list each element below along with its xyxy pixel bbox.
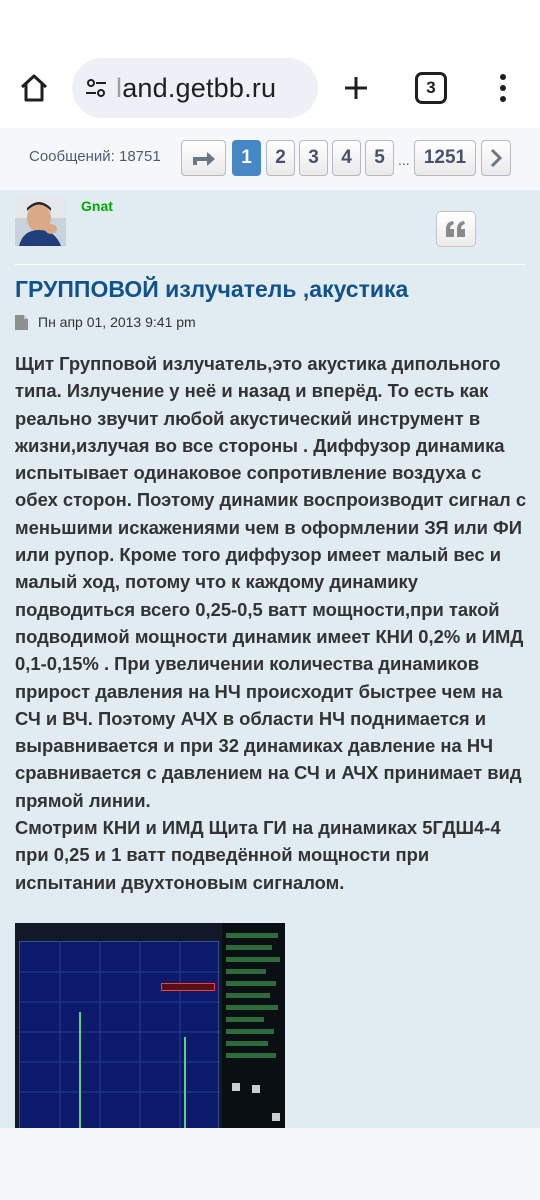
jump-arrow-icon — [191, 148, 217, 168]
forum-page — [0, 128, 540, 1128]
chevron-right-icon — [489, 148, 503, 168]
pagination-bar — [0, 136, 540, 182]
post-divider — [15, 264, 525, 265]
page-button-3[interactable]: 3 — [299, 140, 328, 176]
next-page-button[interactable] — [481, 140, 511, 176]
post-date: Пн апр 01, 2013 9:41 pm — [38, 314, 196, 330]
status-bar — [0, 0, 540, 52]
jump-to-page-button[interactable] — [181, 140, 226, 176]
avatar[interactable] — [15, 196, 66, 246]
browser-toolbar — [0, 52, 540, 124]
page-button-last[interactable]: 1251 — [414, 140, 476, 176]
analyzer-side-panel — [222, 923, 285, 1128]
post-body: Щит Групповой излучатель,это акустика дипольного типа. Излучение у неё и назад и вперёд. То есть как реально звучит любой акустический инструмент в жизни,излучая во все стороны . Диффузор динамика испытывает одинаковое сопротивление воздуха с обех сторон. Поэтому динамик воспроизводит сигнал с меньшими искажениями чем в оформлении ЗЯ или ФИ или рупор. Кроме того диффузор имеет малый вес и малый ход, потому что к каждому динамику подводиться всего 0,25-0,5 ватт мощности,при такой подводимой мощности динамик имеет КНИ 0,2% и ИМД 0,1-0,15% . При увеличении количества динамиков прирост давления на НЧ происходит быстрее чем на СЧ и ВЧ. Поэтому АЧХ в области НЧ поднимается и выравнивается и при 32 динамиках давление на НЧ сравнивается с давлением на СЧ и АЧХ принимает вид прямой линии. Смотрим КНИ и ИМД Щита ГИ на динамиках 5ГДШ4-4 при 0,25 и 1 ватт подведённой мощности при испытании двухтоновым сигналом. — [15, 353, 527, 893]
home-icon — [18, 72, 50, 104]
page-button-2[interactable]: 2 — [266, 140, 295, 176]
page-ellipsis: ... — [398, 152, 410, 168]
page-button-4[interactable]: 4 — [332, 140, 361, 176]
dot-icon — [500, 96, 506, 102]
spectrum-plot-image — [19, 941, 219, 1128]
document-icon — [15, 315, 28, 330]
site-settings-icon[interactable] — [84, 76, 108, 100]
page-button-5[interactable]: 5 — [365, 140, 394, 176]
url-domain: and.getbb.ru — [122, 72, 277, 103]
avatar-image — [15, 196, 66, 246]
dot-icon — [500, 74, 506, 80]
quote-icon — [445, 220, 467, 238]
bottom-system-area — [0, 1128, 540, 1200]
author-name[interactable]: Gnat — [81, 198, 113, 214]
tab-switcher-button[interactable]: 3 — [415, 72, 447, 104]
new-tab-button[interactable] — [336, 68, 376, 108]
address-bar[interactable] — [72, 58, 318, 118]
home-button[interactable] — [14, 68, 54, 108]
marker-readout-image — [161, 983, 215, 991]
post-meta — [15, 314, 196, 330]
page-button-1[interactable]: 1 — [232, 140, 261, 176]
post-count: Сообщений: 18751 — [29, 148, 161, 165]
dot-icon — [500, 85, 506, 91]
forum-post — [0, 190, 540, 1128]
more-menu-button[interactable] — [488, 68, 518, 108]
url-text — [116, 73, 276, 104]
url-faded-part: l — [116, 72, 123, 103]
quote-button[interactable] — [436, 211, 476, 247]
attached-image[interactable] — [15, 923, 285, 1128]
post-title[interactable]: ГРУППОВОЙ излучатель ,акустика — [15, 276, 409, 302]
plus-icon — [342, 74, 370, 102]
